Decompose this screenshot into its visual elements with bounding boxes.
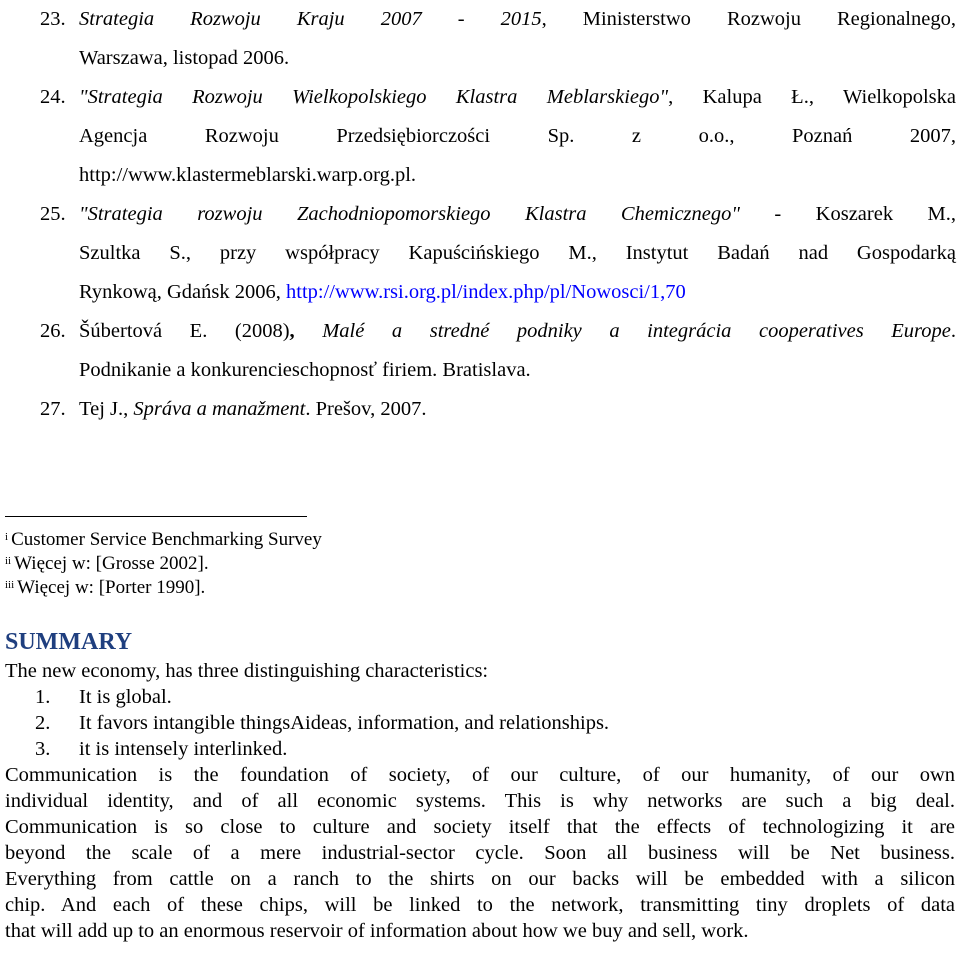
reference-title: "Strategia Rozwoju Wielkopolskiego Klastra Meblarskiego": [79, 86, 669, 108]
list-item: 3. it is intensely interlinked.: [35, 738, 288, 760]
characteristics-list: [5, 684, 955, 762]
reference-number: 27.: [40, 398, 66, 420]
reference-item: 25. "Strategia rozwoju Zachodniopomorskiego Klastra Chemicznego" - Koszarek M., Szultka S., przy współpracy Kapuścińskiego M., Instytut Badań nad Gospodarką Rynkową, Gdańsk 2006, http://www.rsi.org.pl/index.php/pl/Nowosci/1,70: [40, 195, 956, 312]
reference-number: 25.: [40, 203, 66, 225]
reference-item: 23. Strategia Rozwoju Kraju 2007 - 2015, Ministerstwo Rozwoju Regionalnego, Warszawa, listopad 2006.: [40, 0, 956, 78]
reference-number: 24.: [40, 86, 66, 108]
reference-title: Strategia Rozwoju Kraju 2007 - 2015: [79, 8, 542, 30]
footnotes: [5, 528, 322, 600]
list-item: 1. It is global.: [35, 686, 172, 708]
summary-section: [5, 658, 955, 944]
footnote: $^{iii}$ Więcej w: [Porter 1990].: [5, 577, 206, 598]
footnote: $^{ii}$ Więcej w: [Grosse 2002].: [5, 553, 209, 574]
summary-paragraph: Communication is the foundation of society, of our culture, of our humanity, of our own individual identity, and of all economic systems. This is why networks are such a big deal. Communication is so close to culture and society itself that the effects of technologizing it are beyond the scale of a mere industrial-sector cycle. Soon all business will be Net business. Everything from cattle on a ranch to the shirts on our backs will be embedded with a silicon chip. And each of these chips, will be linked to the network, transmitting tiny droplets of data that will add up to an enormous reservoir of information about how we buy and sell, work.: [5, 764, 955, 942]
reference-item: 26. Šúbertová E. (2008), Malé a stredné podniky a integrácia cooperatives Europe. Podnikanie a konkurencieschopnosť firiem. Bratislava.: [40, 312, 956, 390]
reference-item: 24. "Strategia Rozwoju Wielkopolskiego Klastra Meblarskiego", Kalupa Ł., Wielkopolska Agencja Rozwoju Przedsiębiorczości Sp. z o.o., Poznań 2007, http://www.klastermeblarski.warp.org.pl.: [40, 78, 956, 195]
footnote: $^i$ Customer Service Benchmarking Survey: [5, 529, 322, 550]
reference-title: Malé a stredné podniky a integrácia cooperatives Europe: [322, 320, 951, 342]
footnote-divider: [5, 516, 307, 517]
reference-title: Správa a manažment: [133, 398, 306, 420]
reference-list: [40, 0, 956, 429]
reference-number: 23.: [40, 8, 66, 30]
summary-lead: The new economy, has three distinguishing characteristics:: [5, 660, 489, 682]
reference-title: "Strategia rozwoju Zachodniopomorskiego Klastra Chemicznego": [79, 203, 740, 225]
summary-heading: SUMMARY: [5, 629, 133, 655]
reference-link[interactable]: http://www.rsi.org.pl/index.php/pl/Nowosci/1,70: [286, 281, 686, 303]
reference-item: 27. Tej J., Správa a manažment. Prešov, 2007.: [40, 390, 956, 429]
reference-number: 26.: [40, 320, 66, 342]
list-item: 2. It favors intangible thingsAideas, information, and relationships.: [35, 712, 610, 734]
